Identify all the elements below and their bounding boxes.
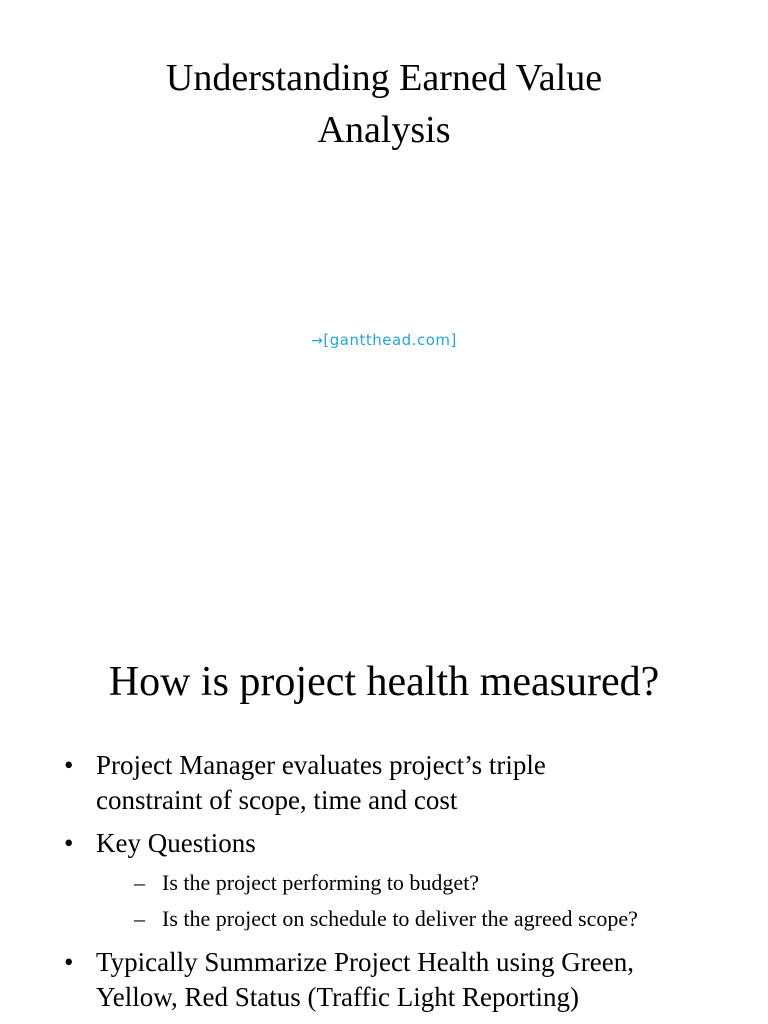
gantthead-logo bbox=[0, 328, 768, 353]
slide-title-line-2: Analysis bbox=[317, 109, 451, 151]
slide-2 bbox=[0, 600, 768, 1024]
bullet-text-line-2: Yellow, Red Status (Traffic Light Reporting) bbox=[96, 982, 579, 1012]
bullet-text-line-1: Key Questions bbox=[96, 828, 256, 858]
sub-bullet-item: – Is the project performing to budget? bbox=[96, 865, 744, 901]
bullet-item bbox=[64, 826, 744, 937]
arrow-right-icon: → bbox=[311, 333, 324, 349]
slide-title bbox=[0, 52, 768, 156]
sub-bullet-list bbox=[96, 865, 744, 937]
bullet-list bbox=[64, 748, 744, 1023]
slide-heading: How is project health measured? bbox=[108, 659, 660, 705]
bullet-text-line-1: Typically Summarize Project Health using Green, bbox=[96, 947, 634, 977]
slide-title-line-1: Understanding Earned Value bbox=[165, 57, 603, 99]
bullet-text-line-2: constraint of scope, time and cost bbox=[96, 785, 458, 815]
bullet-item bbox=[64, 748, 744, 818]
sub-bullet-item: – Is the project on schedule to deliver the agreed scope? bbox=[96, 901, 744, 937]
logo-text: [gantthead.com] bbox=[323, 331, 457, 349]
bullet-item bbox=[64, 945, 744, 1015]
bullet-text-line-1: Project Manager evaluates project’s triple bbox=[96, 750, 546, 780]
